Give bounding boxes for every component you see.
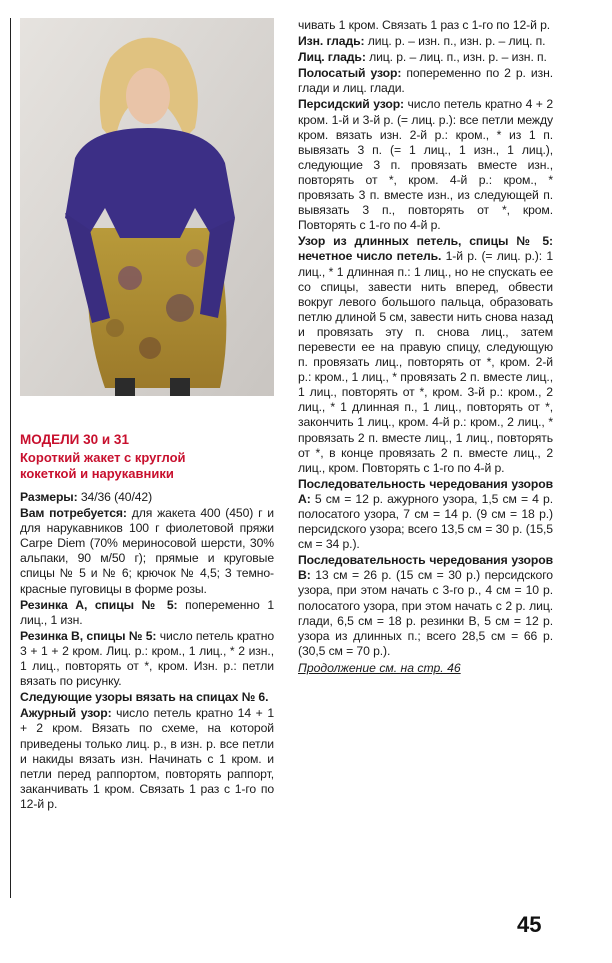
paragraph-label: Вам потребуется: — [20, 506, 127, 521]
paragraph — [298, 234, 553, 476]
paragraph-text: число петель кратно 4 + 2 кром. 1-й и 3-й р. (= лиц. р.): все петли между кром. вязать изн. 2-й р.: кром., * из 1 п. вывязать 3 п. (= 1 лиц., 1 изн., 1 лиц.), следующие 3 п. провязать вместе изн., повторять от *, кром. 4-й р.: кром., * провязать 3 п. вместе изн., из следующей п. вывязать 3 п., повторять от *, кром. Повторять с 1-го по 4-й р. — [298, 97, 554, 233]
paragraph-text: для жакета 400 (450) г и для нарукавников 100 г фиолетовой пряжи Carpe Diem (70% мериносовой шерсти, 30% альпаки, 90 м/50 г); прямые и круговые спицы № 5 и № 6; крючок № 4,5; 3 темно-красные пуговицы в форме розы. — [20, 506, 274, 596]
paragraph-text: чивать 1 кром. Связать 1 раз с 1-го по 12-й р. — [298, 18, 551, 32]
paragraph-text: число петель кратно 14 + 1 + 2 кром. Вязать по схеме, на которой приведены только лиц. р., в изн. р. все петли и накиды вязать изн. Начинать с 1 кром. и петли перед раппортом, повторять раппорт, заканчивать 1 кром. Связать 1 раз с 1-го по 12-й р. — [20, 706, 274, 811]
paragraph — [298, 553, 553, 659]
paragraph-label: Резинка В, спицы № 5: — [20, 628, 157, 643]
paragraph-text: 5 см = 12 р. ажурного узора, 1,5 см = 4 р. полосатого узора, 7 см = 14 р. (9 см = 18 р.) персидского узора; всего 13,5 см = 30 р. (15,5 см = 34 р.). — [298, 491, 553, 552]
paragraph-label: Последовательность чередования узоров А: — [298, 476, 553, 506]
page-number: 45 — [517, 912, 542, 937]
column-rule — [10, 18, 11, 898]
paragraph — [20, 629, 274, 689]
paragraph — [298, 66, 553, 96]
model-title: МОДЕЛИ 30 и 31 — [20, 432, 129, 447]
paragraph-label: Последовательность чередования узоров В: — [298, 553, 553, 583]
paragraph — [20, 490, 274, 505]
right-column — [298, 18, 553, 676]
paragraph-text: число петель кратно 3 + 1 + 2 кром. Лиц. р.: кром., 1 лиц., * 2 изн., 1 лиц., повторять от *, кром. Изн. р.: петли вязать по рисунку. — [20, 628, 275, 689]
paragraph-label: Ажурный узор: — [20, 706, 112, 721]
paragraph-label: Полосатый узор: — [298, 66, 402, 81]
paragraph-label: Изн. гладь: — [298, 34, 365, 49]
paragraph — [298, 18, 553, 33]
paragraph-label: Узор из длинных петель, спицы № 5: нечетное число петель. — [298, 234, 553, 264]
paragraph-label: Лиц. гладь: — [298, 50, 366, 65]
paragraph — [298, 34, 553, 49]
continuation-note: Продолжение см. на стр. 46 — [298, 660, 461, 675]
left-column — [20, 432, 274, 813]
paragraph-text: лиц. р. – изн. п., изн. р. – лиц. п. — [364, 34, 546, 49]
paragraph-text: 1-й р. (= лиц. р.): 1 лиц., * 1 длинная п.: 1 лиц., но не спускать ее со спицы, завести нить вперед, обвести вокруг левого большого пальца, образовать петлю длиной 5 см, завести нить снова назад и провязать эту п. снова лиц., затем перевести ее на правую спицу, следующую п. провязать лиц., повторять от *, кром. 2-й р.: кром., 1 лиц., * провязать 2 п. вместе лиц., 1 лиц., повторять от *, кром. 3-й р.: кром., 2 лиц., * 1 длинная п., 1 лиц., повторять от *, закончить 1 лиц., кром. 4-й р.: кром., 2 лиц., * провязать 2 п. вместе лиц., 1 лиц., повторять от *, в конце провязать 2 п. вместе лиц., 2 лиц., кром. Повторять с 1-го по 4-й р. — [298, 249, 554, 475]
paragraph — [20, 706, 274, 812]
paragraph-label: Резинка А, спицы № 5: — [20, 597, 178, 612]
model-photo — [20, 18, 274, 396]
paragraph-text: 13 см = 26 р. (15 см = 30 р.) персидского узора, при этом начать с 3-го р., 4 см = 10 р. полосатого узора, при этом начать с 2 р. лиц. глади, 6,5 см = 18 р. резинки В, 5 см = 12 р. узора из длинных п.; всего 28,5 см = 66 р. (30,5 см = 70 р.). — [298, 568, 553, 658]
paragraph-label: Следующие узоры вязать на спицах № 6. — [20, 690, 269, 705]
photo-illustration — [20, 18, 274, 396]
paragraph — [298, 477, 553, 552]
paragraph-label: Персидский узор: — [298, 97, 405, 112]
model-subtitle: Короткий жакет с круглой кокеткой и нарукавники — [20, 450, 186, 481]
paragraph — [298, 50, 553, 65]
paragraph-text: попеременно по 2 р. изн. глади и лиц. глади. — [298, 66, 553, 96]
left-paragraphs — [20, 490, 274, 812]
paragraph-text: лиц. р. – лиц. п., изн. р. – изн. п. — [365, 50, 547, 65]
paragraph-text: 34/36 (40/42) — [77, 490, 153, 504]
paragraph — [20, 598, 274, 628]
paragraph — [298, 97, 553, 233]
right-paragraphs — [298, 18, 553, 659]
paragraph-label: Размеры: — [20, 490, 78, 504]
paragraph — [20, 506, 274, 597]
paragraph — [20, 690, 274, 705]
paragraph-text: попеременно 1 лиц., 1 изн. — [20, 597, 275, 627]
